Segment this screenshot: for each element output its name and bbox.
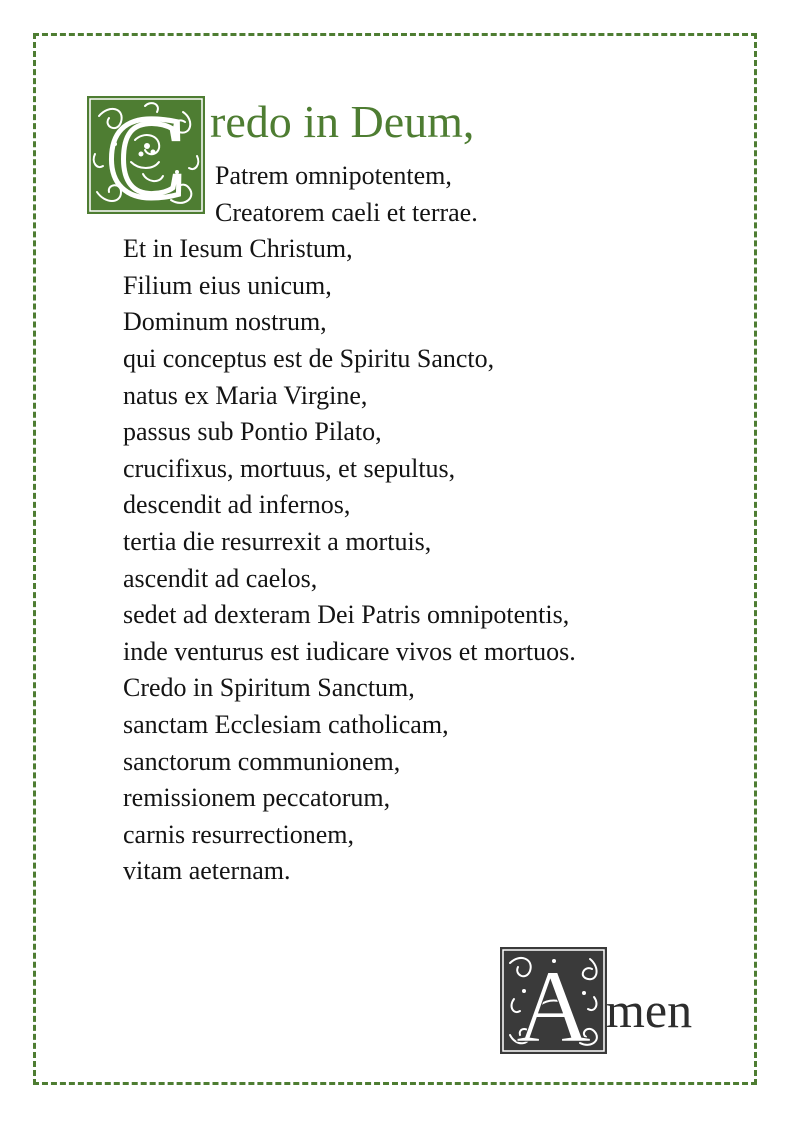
initial-a-letter: A <box>515 949 592 1054</box>
creed-line: descendit ad infernos, <box>123 490 351 520</box>
creed-line: carnis resurrectionem, <box>123 819 355 849</box>
creed-line: natus ex Maria Virgine, <box>123 380 368 410</box>
creed-line: remissionem peccatorum, <box>123 783 391 813</box>
creed-line: sanctorum communionem, <box>123 746 401 776</box>
title-text: redo in Deum, <box>210 96 475 147</box>
creed-line: tertia die resurrexit a mortuis, <box>123 527 432 556</box>
creed-line: passus sub Pontio Pilato, <box>123 417 382 447</box>
creed-line: sanctam Ecclesiam catholicam, <box>123 710 449 739</box>
creed-line: Credo in Spiritum Sanctum, <box>123 673 415 703</box>
creed-line: Et in Iesum Christum, <box>123 234 353 264</box>
creed-line: ascendit ad caelos, <box>123 563 318 593</box>
initial-c-letter: C <box>106 96 186 214</box>
creed-line: vitam aeternam. <box>123 856 291 886</box>
creed-line: crucifixus, mortuus, et sepultus, <box>123 453 456 483</box>
creed-line: inde venturus est iudicare vivos et mortuos. <box>123 636 576 666</box>
ornate-initial-c <box>87 96 205 214</box>
ornate-initial-a <box>500 947 607 1054</box>
creed-line: Creatorem caeli et terrae. <box>215 197 478 227</box>
creed-line: Dominum nostrum, <box>123 307 327 337</box>
creed-line: qui conceptus est de Spiritu Sancto, <box>123 344 495 373</box>
creed-line: Filium eius unicum, <box>123 270 332 300</box>
creed-line: Patrem omnipotentem, <box>215 161 452 190</box>
amen-text: men <box>606 982 693 1038</box>
creed-line: sedet ad dexteram Dei Patris omnipotentis, <box>123 600 570 630</box>
